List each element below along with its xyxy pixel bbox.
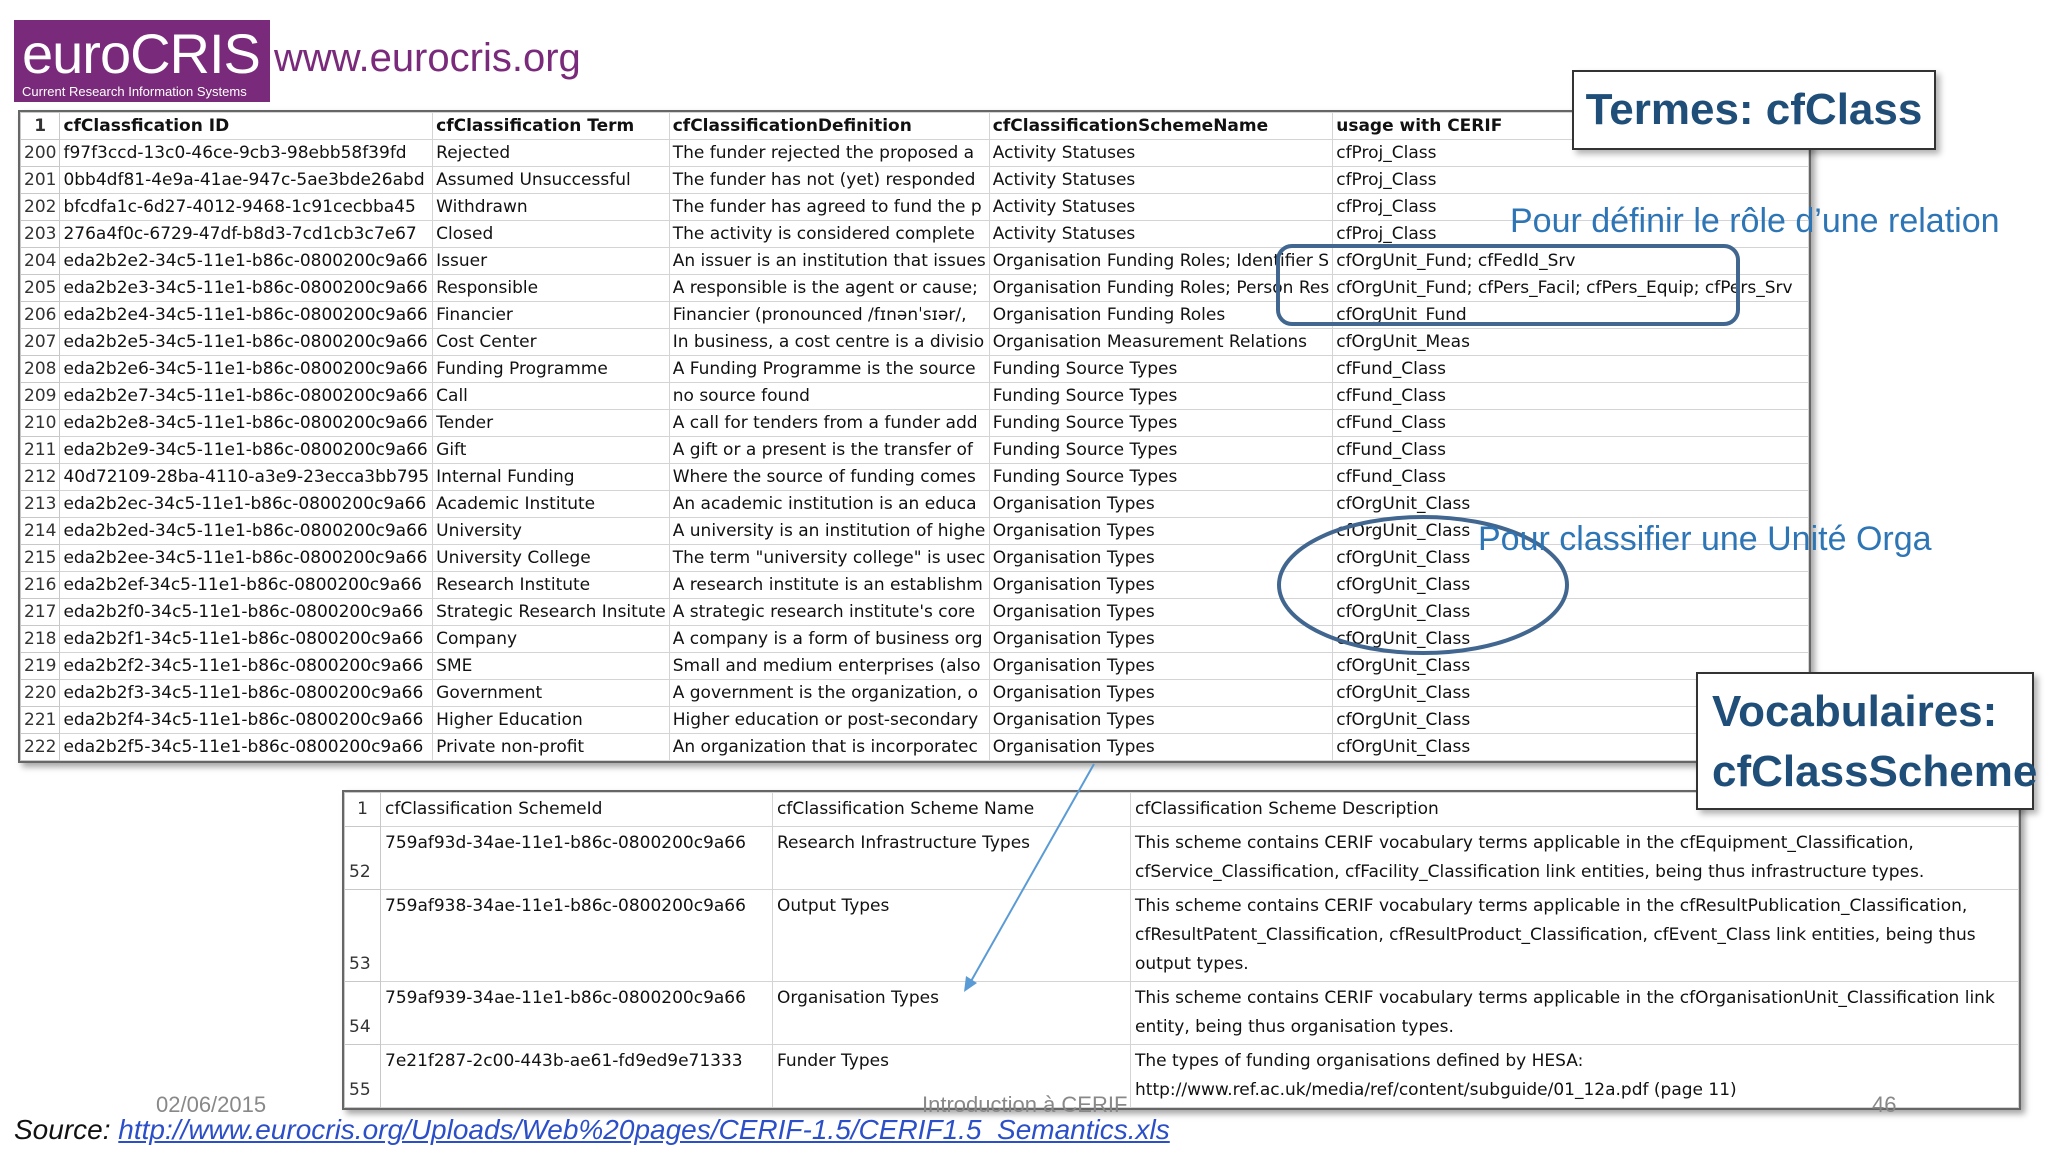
- row-number[interactable]: 220: [21, 680, 60, 707]
- cell-scheme-description[interactable]: This scheme contains CERIF vocabulary terms applicable in the cfEquipment_Classification, cfService_Classification, cfFacility_Classification link entities, being thus infrastructure types.: [1131, 827, 2019, 890]
- cell-classification-term[interactable]: Assumed Unsuccessful: [433, 167, 670, 194]
- row-number: 1: [21, 113, 60, 140]
- cell-scheme-name[interactable]: Organisation Types: [989, 518, 1332, 545]
- cell-classification-definition[interactable]: The term "university college" is usec: [669, 545, 989, 572]
- cell-classification-term[interactable]: Higher Education: [433, 707, 670, 734]
- vocabularies-callout: [1696, 672, 2038, 810]
- cell-usage[interactable]: cfOrgUnit_Class: [1333, 572, 1809, 599]
- cell-classification-term[interactable]: Internal Funding: [433, 464, 670, 491]
- cell-classification-definition[interactable]: The funder has not (yet) responded: [669, 167, 989, 194]
- cell-classification-term[interactable]: Tender: [433, 410, 670, 437]
- cell-classification-id[interactable]: eda2b2f0-34c5-11e1-b86c-0800200c9a66: [60, 599, 433, 626]
- cell-classification-term[interactable]: Strategic Research Insitute: [433, 599, 670, 626]
- cell-scheme-name[interactable]: Output Types: [773, 890, 1131, 982]
- cell-usage[interactable]: cfProj_Class: [1333, 221, 1809, 248]
- cell-scheme-id[interactable]: 7e21f287-2c00-443b-ae61-fd9ed9e71333: [381, 1045, 773, 1108]
- cell-classification-definition[interactable]: The funder has agreed to fund the p: [669, 194, 989, 221]
- cell-classification-definition[interactable]: The activity is considered complete: [669, 221, 989, 248]
- source-link[interactable]: http://www.eurocris.org/Uploads/Web%20pages/CERIF-1.5/CERIF1.5_Semantics.xls: [118, 1114, 1170, 1145]
- cell-scheme-name[interactable]: Organisation Types: [989, 626, 1332, 653]
- cell-classification-definition[interactable]: In business, a cost centre is a divisio: [669, 329, 989, 356]
- row-number[interactable]: 204: [21, 248, 60, 275]
- row-number[interactable]: 55: [345, 1045, 381, 1108]
- column-header-scheme-description: cfClassification Scheme Description: [1131, 793, 2019, 827]
- cell-scheme-id[interactable]: 759af939-34ae-11e1-b86c-0800200c9a66: [381, 982, 773, 1045]
- cell-classification-definition[interactable]: Higher education or post-secondary: [669, 707, 989, 734]
- cell-scheme-name[interactable]: Organisation Types: [989, 572, 1332, 599]
- cell-scheme-name[interactable]: Organisation Types: [989, 545, 1332, 572]
- column-header-definition: cfClassificationDefinition: [669, 113, 989, 140]
- cell-classification-id[interactable]: eda2b2f4-34c5-11e1-b86c-0800200c9a66: [60, 707, 433, 734]
- column-header-id: cfClassfication ID: [60, 113, 433, 140]
- cell-classification-id[interactable]: eda2b2e9-34c5-11e1-b86c-0800200c9a66: [60, 437, 433, 464]
- cell-classification-term[interactable]: Gift: [433, 437, 670, 464]
- cell-scheme-name[interactable]: Activity Statuses: [989, 167, 1332, 194]
- cell-scheme-description[interactable]: The types of funding organisations defined by HESA: http://www.ref.ac.uk/media/ref/content/subguide/01_12a.pdf (page 11): [1131, 1045, 2019, 1108]
- row-number[interactable]: 200: [21, 140, 60, 167]
- cell-usage[interactable]: cfOrgUnit_Class: [1333, 599, 1809, 626]
- cell-classification-id[interactable]: 276a4f0c-6729-47df-b8d3-7cd1cb3c7e67: [60, 221, 433, 248]
- cell-classification-term[interactable]: Cost Center: [433, 329, 670, 356]
- pointer-arrow-head: [964, 976, 977, 992]
- cell-scheme-name[interactable]: Organisation Types: [989, 734, 1332, 761]
- row-number[interactable]: 210: [21, 410, 60, 437]
- cell-scheme-name[interactable]: Organisation Types: [989, 680, 1332, 707]
- row-number[interactable]: 218: [21, 626, 60, 653]
- cell-classification-definition[interactable]: An issuer is an institution that issues: [669, 248, 989, 275]
- cell-classification-definition[interactable]: A research institute is an establishm: [669, 572, 989, 599]
- cell-classification-definition[interactable]: The funder rejected the proposed a: [669, 140, 989, 167]
- cell-usage[interactable]: cfOrgUnit_Fund; cfFedId_Srv: [1333, 248, 1809, 275]
- cell-classification-id[interactable]: eda2b2e2-34c5-11e1-b86c-0800200c9a66: [60, 248, 433, 275]
- cell-classification-definition[interactable]: A responsible is the agent or cause;: [669, 275, 989, 302]
- cell-classification-term[interactable]: Government: [433, 680, 670, 707]
- column-header-scheme-name: cfClassificationSchemeName: [989, 113, 1332, 140]
- footer-title: Introduction à CERIF: [922, 1092, 1128, 1117]
- cell-usage[interactable]: cfOrgUnit_Class: [1333, 734, 1809, 761]
- cell-classification-definition[interactable]: Where the source of funding comes: [669, 464, 989, 491]
- cell-usage[interactable]: cfFund_Class: [1333, 356, 1809, 383]
- row-number[interactable]: 53: [345, 890, 381, 982]
- cell-classification-id[interactable]: f97f3ccd-13c0-46ce-9cb3-98ebb58f39fd: [60, 140, 433, 167]
- cell-usage[interactable]: cfOrgUnit_Class: [1333, 653, 1809, 680]
- cell-usage[interactable]: cfProj_Class: [1333, 167, 1809, 194]
- cell-classification-id[interactable]: eda2b2e6-34c5-11e1-b86c-0800200c9a66: [60, 356, 433, 383]
- cell-scheme-name[interactable]: Organisation Measurement Relations: [989, 329, 1332, 356]
- cell-classification-definition[interactable]: no source found: [669, 383, 989, 410]
- site-url[interactable]: www.eurocris.org: [274, 36, 581, 80]
- row-number[interactable]: 205: [21, 275, 60, 302]
- cell-classification-id[interactable]: eda2b2f1-34c5-11e1-b86c-0800200c9a66: [60, 626, 433, 653]
- cell-classification-definition[interactable]: A company is a form of business org: [669, 626, 989, 653]
- cell-classification-id[interactable]: eda2b2ec-34c5-11e1-b86c-0800200c9a66: [60, 491, 433, 518]
- cell-scheme-name[interactable]: Organisation Types: [989, 491, 1332, 518]
- cell-usage[interactable]: cfFund_Class: [1333, 410, 1809, 437]
- column-header-term: cfClassification Term: [433, 113, 670, 140]
- row-number[interactable]: 214: [21, 518, 60, 545]
- cell-scheme-name[interactable]: Organisation Funding Roles; Identifier S: [989, 248, 1332, 275]
- column-header-scheme-id: cfClassification SchemeId: [381, 793, 773, 827]
- vocabularies-line1: Vocabulaires:: [1712, 687, 1998, 736]
- cell-scheme-description[interactable]: This scheme contains CERIF vocabulary terms applicable in the cfResultPublication_Classification, cfResultPatent_Classification, cfResultProduct_Classification, cfEvent_Class link entities, being thus output types.: [1131, 890, 2019, 982]
- cell-classification-term[interactable]: Financier: [433, 302, 670, 329]
- row-number[interactable]: 222: [21, 734, 60, 761]
- cell-classification-term[interactable]: Rejected: [433, 140, 670, 167]
- row-number[interactable]: 54: [345, 982, 381, 1045]
- row-number[interactable]: 221: [21, 707, 60, 734]
- cell-scheme-id[interactable]: 759af938-34ae-11e1-b86c-0800200c9a66: [381, 890, 773, 982]
- cell-classification-definition[interactable]: A university is an institution of highe: [669, 518, 989, 545]
- cell-classification-term[interactable]: Funding Programme: [433, 356, 670, 383]
- cell-scheme-name[interactable]: Funding Source Types: [989, 464, 1332, 491]
- cell-classification-term[interactable]: Closed: [433, 221, 670, 248]
- cell-classification-term[interactable]: University: [433, 518, 670, 545]
- footer-date: 02/06/2015: [156, 1092, 267, 1117]
- cell-scheme-name[interactable]: Activity Statuses: [989, 221, 1332, 248]
- cell-classification-definition[interactable]: Small and medium enterprises (also: [669, 653, 989, 680]
- cell-usage[interactable]: cfOrgUnit_Class: [1333, 680, 1809, 707]
- cell-classification-id[interactable]: bfcdfa1c-6d27-4012-9468-1c91cecbba45: [60, 194, 433, 221]
- cell-scheme-name[interactable]: Funding Source Types: [989, 410, 1332, 437]
- cell-scheme-name[interactable]: Organisation Types: [989, 653, 1332, 680]
- cell-usage[interactable]: cfOrgUnit_Class: [1333, 518, 1809, 545]
- cell-classification-id[interactable]: eda2b2f5-34c5-11e1-b86c-0800200c9a66: [60, 734, 433, 761]
- cell-usage[interactable]: cfOrgUnit_Fund: [1333, 302, 1809, 329]
- cell-classification-id[interactable]: eda2b2f3-34c5-11e1-b86c-0800200c9a66: [60, 680, 433, 707]
- note-classify-orgunit: Pour classifier une Unité Orga: [1478, 520, 1932, 558]
- cell-scheme-name[interactable]: Organisation Funding Roles: [989, 302, 1332, 329]
- row-number[interactable]: 211: [21, 437, 60, 464]
- cell-scheme-id[interactable]: 759af93d-34ae-11e1-b86c-0800200c9a66: [381, 827, 773, 890]
- cell-scheme-name[interactable]: Funding Source Types: [989, 437, 1332, 464]
- cell-classification-definition[interactable]: A strategic research institute's core: [669, 599, 989, 626]
- cell-scheme-name[interactable]: Research Infrastructure Types: [773, 827, 1131, 890]
- cell-classification-definition[interactable]: A Funding Programme is the source: [669, 356, 989, 383]
- cell-usage[interactable]: cfFund_Class: [1333, 383, 1809, 410]
- cell-classification-id[interactable]: eda2b2e8-34c5-11e1-b86c-0800200c9a66: [60, 410, 433, 437]
- row-number[interactable]: 208: [21, 356, 60, 383]
- cell-classification-id[interactable]: eda2b2e5-34c5-11e1-b86c-0800200c9a66: [60, 329, 433, 356]
- cell-scheme-name[interactable]: Funding Source Types: [989, 356, 1332, 383]
- cell-usage[interactable]: cfOrgUnit_Class: [1333, 626, 1809, 653]
- row-number[interactable]: 203: [21, 221, 60, 248]
- note-relation-role: Pour définir le rôle d’une relation: [1510, 202, 2000, 240]
- row-number[interactable]: 207: [21, 329, 60, 356]
- cell-usage[interactable]: cfOrgUnit_Fund; cfPers_Facil; cfPers_Equip; cfPers_Srv: [1333, 275, 1809, 302]
- cell-scheme-name[interactable]: Activity Statuses: [989, 140, 1332, 167]
- cell-classification-term[interactable]: Academic Institute: [433, 491, 670, 518]
- cell-classification-id[interactable]: eda2b2ef-34c5-11e1-b86c-0800200c9a66: [60, 572, 433, 599]
- row-number[interactable]: 209: [21, 383, 60, 410]
- row-number[interactable]: 216: [21, 572, 60, 599]
- terms-callout: Termes: cfClass: [1572, 70, 1936, 150]
- cell-classification-definition[interactable]: Financier (pronounced /fɪnənˈsɪər/,: [669, 302, 989, 329]
- cell-classification-definition[interactable]: An organization that is incorporatec: [669, 734, 989, 761]
- footer-page-number: 46: [1872, 1092, 1897, 1117]
- row-number[interactable]: 217: [21, 599, 60, 626]
- cell-usage[interactable]: cfOrgUnit_Class: [1333, 545, 1809, 572]
- cell-classification-definition[interactable]: An academic institution is an educa: [669, 491, 989, 518]
- cell-usage[interactable]: cfOrgUnit_Class: [1333, 707, 1809, 734]
- cell-scheme-name[interactable]: Funder Types: [773, 1045, 1131, 1108]
- cell-usage[interactable]: cfProj_Class: [1333, 194, 1809, 221]
- cell-usage[interactable]: cfProj_Class: [1333, 140, 1809, 167]
- cell-scheme-name[interactable]: Organisation Types: [989, 599, 1332, 626]
- cell-classification-id[interactable]: 0bb4df81-4e9a-41ae-947c-5ae3bde26abd: [60, 167, 433, 194]
- cell-usage[interactable]: cfFund_Class: [1333, 464, 1809, 491]
- cell-usage[interactable]: cfOrgUnit_Class: [1333, 491, 1809, 518]
- cell-classification-term[interactable]: Issuer: [433, 248, 670, 275]
- cell-classification-definition[interactable]: A call for tenders from a funder add: [669, 410, 989, 437]
- row-number[interactable]: 202: [21, 194, 60, 221]
- column-header-usage: usage with CERIF: [1333, 113, 1809, 140]
- cell-usage[interactable]: cfFund_Class: [1333, 437, 1809, 464]
- column-header-scheme-name: cfClassification Scheme Name: [773, 793, 1131, 827]
- source-citation: [14, 1114, 1170, 1146]
- cell-classification-term[interactable]: SME: [433, 653, 670, 680]
- cell-classification-term[interactable]: Responsible: [433, 275, 670, 302]
- row-number[interactable]: 212: [21, 464, 60, 491]
- row-number: 1: [345, 793, 381, 827]
- cell-classification-term[interactable]: Private non-profit: [433, 734, 670, 761]
- cell-classification-id[interactable]: eda2b2e7-34c5-11e1-b86c-0800200c9a66: [60, 383, 433, 410]
- cell-scheme-name[interactable]: Funding Source Types: [989, 383, 1332, 410]
- logo-subtitle: Current Research Information Systems: [22, 84, 247, 99]
- cell-classification-id[interactable]: eda2b2ed-34c5-11e1-b86c-0800200c9a66: [60, 518, 433, 545]
- cell-scheme-name[interactable]: Organisation Funding Roles; Person Res: [989, 275, 1332, 302]
- relation-role-highlight: [1278, 246, 1738, 324]
- cell-scheme-name[interactable]: Organisation Types: [989, 707, 1332, 734]
- cell-classification-definition[interactable]: A gift or a present is the transfer of: [669, 437, 989, 464]
- row-number[interactable]: 201: [21, 167, 60, 194]
- cell-classification-term[interactable]: Withdrawn: [433, 194, 670, 221]
- cell-classification-term[interactable]: Company: [433, 626, 670, 653]
- cell-classification-id[interactable]: eda2b2e3-34c5-11e1-b86c-0800200c9a66: [60, 275, 433, 302]
- row-number[interactable]: 52: [345, 827, 381, 890]
- cell-classification-id[interactable]: 40d72109-28ba-4110-a3e9-23ecca3bb795: [60, 464, 433, 491]
- cell-classification-id[interactable]: eda2b2f2-34c5-11e1-b86c-0800200c9a66: [60, 653, 433, 680]
- cell-scheme-description[interactable]: This scheme contains CERIF vocabulary terms applicable in the cfOrganisationUnit_Classification link entity, being thus organisation types.: [1131, 982, 2019, 1045]
- cell-classification-id[interactable]: eda2b2ee-34c5-11e1-b86c-0800200c9a66: [60, 545, 433, 572]
- cell-classification-id[interactable]: eda2b2e4-34c5-11e1-b86c-0800200c9a66: [60, 302, 433, 329]
- source-label: Source:: [14, 1114, 119, 1145]
- cell-classification-definition[interactable]: A government is the organization, o: [669, 680, 989, 707]
- cell-usage[interactable]: cfOrgUnit_Meas: [1333, 329, 1809, 356]
- vocabularies-line2: cfClassScheme: [1712, 747, 2038, 796]
- cell-classification-term[interactable]: Call: [433, 383, 670, 410]
- cell-scheme-name[interactable]: Organisation Types: [773, 982, 1131, 1045]
- cell-classification-term[interactable]: University College: [433, 545, 670, 572]
- row-number[interactable]: 213: [21, 491, 60, 518]
- row-number[interactable]: 219: [21, 653, 60, 680]
- logo-wordmark: euroCRIS: [22, 22, 260, 85]
- row-number[interactable]: 206: [21, 302, 60, 329]
- cell-scheme-name[interactable]: Activity Statuses: [989, 194, 1332, 221]
- pointer-arrow-line: [970, 764, 1094, 983]
- cell-classification-term[interactable]: Research Institute: [433, 572, 670, 599]
- row-number[interactable]: 215: [21, 545, 60, 572]
